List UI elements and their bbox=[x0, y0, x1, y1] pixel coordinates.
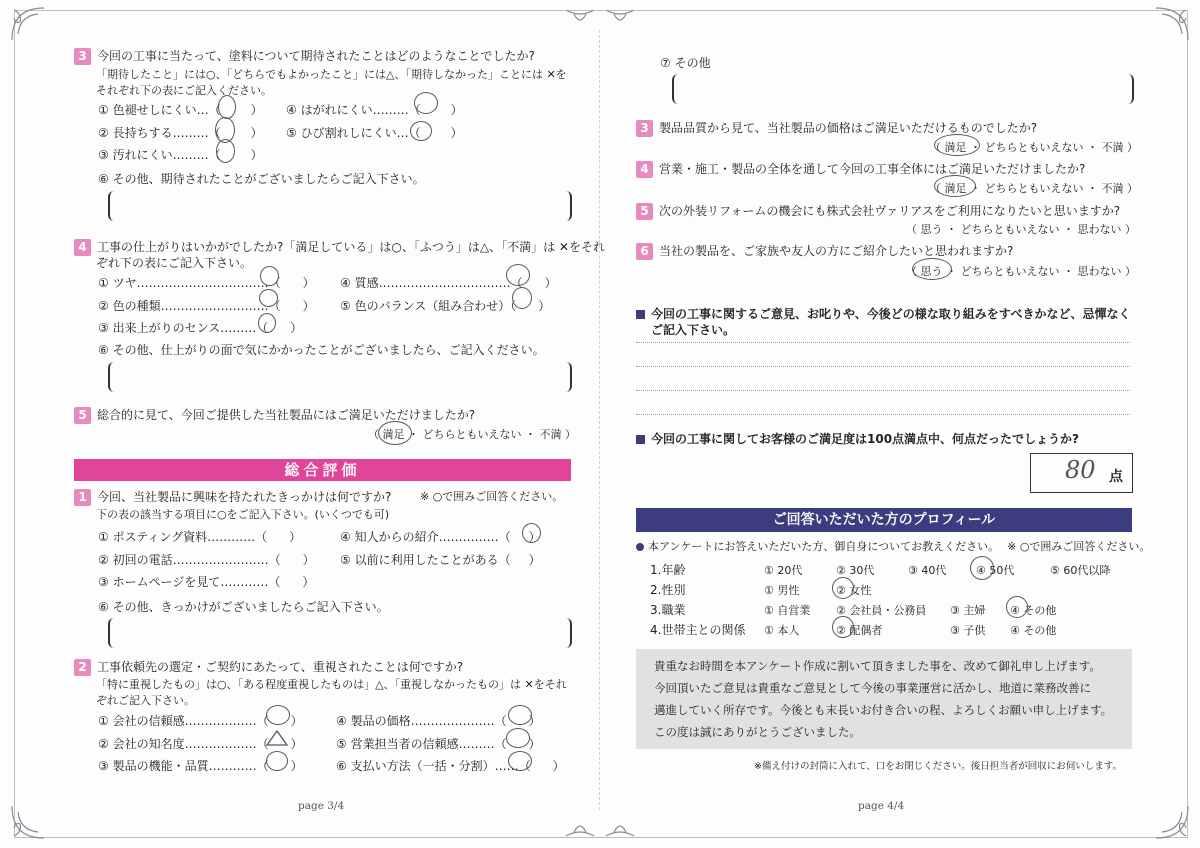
answer-item: ③ 出来上がりのセンス………（ ） bbox=[98, 321, 303, 335]
handwritten-circle bbox=[410, 121, 432, 141]
opinion-prompt: 今回の工事に関するご意見、お叱りや、今後どの様な取り組みをすべきかなど、忌憚なく bbox=[636, 305, 1131, 322]
choice-line: （ 思う ・ どちらともいえない ・ 思わない ） bbox=[906, 223, 1136, 236]
question-text: 工事の仕上がりはいかがでしたか?「満足している」は○、「ふつう」は△、「不満」は ✕をそれ bbox=[97, 240, 605, 254]
corner-ornament-icon bbox=[1152, 802, 1192, 842]
answer-item: ② 会社の知名度………………（ ） bbox=[98, 737, 303, 751]
answer-item: ① 色褪せしにくい…（ ） bbox=[98, 103, 263, 117]
corner-ornament-icon bbox=[8, 4, 48, 44]
free-text-field[interactable] bbox=[108, 362, 572, 392]
general-question-2 bbox=[74, 658, 463, 676]
handwritten-circle bbox=[522, 523, 541, 543]
handwritten-circle bbox=[508, 751, 532, 771]
answer-item: ⑤ ひび割れしにくい…（ ） bbox=[286, 126, 463, 140]
writing-line[interactable] bbox=[636, 414, 1130, 415]
answer-item: ④ 知人からの紹介……………（ ） bbox=[340, 530, 541, 544]
handwritten-circle bbox=[266, 751, 288, 771]
handwritten-circle bbox=[216, 139, 235, 163]
corner-ornament-icon bbox=[600, 4, 640, 44]
question-number: 3 bbox=[74, 48, 91, 65]
profile-row-label: 3.職業 bbox=[650, 603, 686, 617]
answer-item: ⑤ 色のバランス（組み合わせ）（ ） bbox=[340, 299, 551, 313]
answer-item: ② 初回の電話……………………（ ） bbox=[98, 553, 315, 567]
handwritten-circle bbox=[414, 92, 438, 114]
profile-option[interactable]: ④ 50代 bbox=[976, 564, 1015, 577]
score-field[interactable] bbox=[1030, 453, 1133, 493]
profile-option[interactable]: ④ その他 bbox=[1010, 624, 1057, 637]
question-3-right bbox=[636, 119, 1037, 137]
question-text: 営業・施工・製品の全体を通して今回の工事全体にはご満足いただけましたか? bbox=[659, 162, 1086, 176]
handwritten-circle bbox=[912, 258, 952, 280]
choice-line: （ 満足 ・ どちらともいえない ・ 不満 ） bbox=[930, 141, 1138, 154]
instruction-text: ぞれご記入下さい。 bbox=[96, 694, 195, 707]
corner-ornament-icon bbox=[600, 802, 640, 842]
question-6-right bbox=[636, 242, 1013, 260]
handwritten-circle bbox=[512, 287, 532, 309]
handwritten-circle bbox=[1006, 596, 1028, 618]
writing-line[interactable] bbox=[636, 366, 1130, 367]
question-text: 総合的に見て、今回ご提供した当社製品にはご満足いただけましたか? bbox=[97, 408, 476, 422]
handwritten-circle bbox=[266, 705, 290, 725]
profile-option[interactable]: ① 本人 bbox=[764, 624, 800, 637]
corner-ornament-icon bbox=[560, 802, 600, 842]
profile-intro: 本アンケートにお答えいただいた方、御自身についてお教えください。 ※ ○で囲みご回答ください。 bbox=[636, 538, 1150, 554]
profile-title: ご回答いただいた方のプロフィール bbox=[636, 508, 1132, 532]
question-5-right bbox=[636, 202, 1120, 220]
question-text: 工事依頼先の選定・ご契約にあたって、重視されたことは何ですか? bbox=[97, 660, 464, 674]
answer-item: ③ 製品の機能・品質…………（ ） bbox=[98, 759, 303, 773]
score-unit: 点 bbox=[1109, 469, 1123, 485]
profile-option[interactable]: ① 男性 bbox=[764, 584, 800, 597]
answer-item: ⑥ 支払い方法（一括・分割）……（ ） bbox=[336, 759, 565, 773]
round-bullet-icon bbox=[636, 543, 644, 551]
profile-row-label: 1.年齢 bbox=[650, 563, 686, 577]
other-prompt: ⑥ その他、仕上がりの面で気にかかったことがございましたら、ご記入ください。 bbox=[98, 343, 545, 357]
profile-option[interactable]: ③ 子供 bbox=[950, 624, 986, 637]
thanks-message bbox=[636, 649, 1132, 749]
opinion-prompt: ご記入下さい。 bbox=[651, 323, 736, 337]
question-text: 今回の工事に当たって、塗料について期待されたことはどのようなことでしたか? bbox=[97, 49, 535, 63]
square-bullet-icon bbox=[636, 310, 645, 319]
free-text-field[interactable] bbox=[108, 191, 572, 221]
answer-item: ① ツヤ……………………………（ ） bbox=[98, 276, 315, 290]
question-number: 1 bbox=[74, 489, 91, 506]
note-text: ※ ○で囲みご回答ください。 bbox=[420, 490, 564, 503]
handwritten-circle bbox=[934, 134, 980, 156]
handwritten-circle bbox=[970, 556, 994, 580]
free-text-field[interactable] bbox=[108, 618, 572, 648]
general-question-1 bbox=[74, 488, 391, 506]
choice-line: （ 満足 ・ どちらともいえない ・ 不満 ） bbox=[930, 182, 1138, 195]
corner-ornament-icon bbox=[560, 4, 600, 44]
question-number: 5 bbox=[636, 203, 653, 220]
answer-item: ① 会社の信頼感………………（ ） bbox=[98, 714, 303, 728]
answer-item: ④ 質感……………………………（ ） bbox=[340, 276, 557, 290]
profile-option[interactable]: ① 20代 bbox=[764, 564, 803, 577]
other-prompt: ⑥ その他、期待されたことがございましたらご記入下さい。 bbox=[98, 172, 425, 186]
other-prompt: ⑦ その他 bbox=[660, 56, 711, 70]
answer-item: ⑤ 営業担当者の信頼感………（ ） bbox=[336, 737, 541, 751]
page-number: page 4/4 bbox=[858, 800, 905, 812]
handwritten-score: 80 bbox=[1065, 456, 1096, 484]
answer-item: ⑤ 以前に利用したことがある（ ） bbox=[340, 553, 541, 567]
question-4-right bbox=[636, 160, 1085, 178]
question-number: 4 bbox=[74, 239, 91, 256]
profile-option[interactable]: ② 配偶者 bbox=[836, 624, 883, 637]
answer-item: ③ ホームページを見て…………（ ） bbox=[98, 575, 315, 589]
handwritten-circle bbox=[508, 705, 532, 725]
handwritten-circle bbox=[832, 616, 854, 638]
choice-line: （ 思う ・ どちらともいえない ・ 思わない ） bbox=[906, 265, 1136, 278]
square-bullet-icon bbox=[636, 435, 645, 444]
instruction-text: それぞれ下の表にご記入ください。 bbox=[96, 84, 272, 97]
answer-item: ③ 汚れにくい………（ ） bbox=[98, 148, 263, 162]
answer-item: ② 色の種類………………………（ ） bbox=[98, 299, 315, 313]
profile-option[interactable]: ③ 主婦 bbox=[950, 604, 986, 617]
handwritten-triangle-icon bbox=[264, 728, 290, 748]
instruction-text: 「特に重視したもの」は○、「ある程度重視したものは」△、「重視しなかったもの」は ✕をそれ bbox=[96, 678, 567, 691]
page-number: page 3/4 bbox=[298, 800, 345, 812]
question-5-left bbox=[74, 406, 475, 424]
satisfaction-question: 今回の工事に関してお客様のご満足度は100点満点中、何点だったでしょうか? bbox=[636, 430, 1079, 447]
question-number: 4 bbox=[636, 161, 653, 178]
question-text: ぞれ下の表にご記入下さい。 bbox=[96, 256, 253, 270]
answer-item: ② 長持ちする………（ ） bbox=[98, 126, 263, 140]
profile-option[interactable]: ② 女性 bbox=[836, 584, 872, 597]
question-number: 6 bbox=[636, 243, 653, 260]
answer-item: ① ポスティング資料…………（ ） bbox=[98, 530, 302, 544]
corner-ornament-icon bbox=[1152, 4, 1192, 44]
profile-row-label: 2.性別 bbox=[650, 583, 686, 597]
question-text: 次の外装リフォームの機会にも株式会社ヴァリアスをご利用になりたいと思いますか? bbox=[659, 204, 1121, 218]
profile-option[interactable]: ② 会社員・公務員 bbox=[836, 604, 927, 617]
instruction-text: 下の表の該当する項目に○をご記入下さい。(いくつでも可) bbox=[96, 508, 390, 521]
handwritten-circle bbox=[506, 264, 530, 286]
question-text: 当社の製品を、ご家族や友人の方にご紹介したいと思われますか? bbox=[659, 244, 1014, 258]
handwritten-circle bbox=[832, 577, 854, 599]
thanks-line: この度は誠にありがとうございました。 bbox=[654, 725, 861, 739]
section-title: 総合評価 bbox=[74, 459, 571, 481]
handwritten-circle bbox=[259, 289, 278, 307]
question-text: 製品品質から見て、当社製品の価格はご満足いただけるものでしたか? bbox=[659, 121, 1038, 135]
profile-option[interactable]: ③ 40代 bbox=[908, 564, 947, 577]
profile-row-label: 4.世帯主との関係 bbox=[650, 623, 746, 637]
question-number: 3 bbox=[636, 120, 653, 137]
choice-line: （ 満足 ・ どちらともいえない ・ 不満 ） bbox=[368, 428, 576, 441]
profile-option[interactable]: ⑤ 60代以降 bbox=[1050, 564, 1111, 577]
profile-option[interactable]: ② 30代 bbox=[836, 564, 875, 577]
answer-item: ④ 製品の価格…………………（ ） bbox=[336, 714, 541, 728]
writing-line[interactable] bbox=[636, 342, 1130, 343]
profile-option[interactable]: ④ その他 bbox=[1010, 604, 1057, 617]
corner-ornament-icon bbox=[8, 802, 48, 842]
handwritten-circle bbox=[378, 421, 412, 445]
thanks-line: 今回頂いたご意見は貴重なご意見として今後の事業運営に活かし、地道に業務改善に bbox=[654, 681, 1091, 695]
instruction-text: 「期待したこと」には○、「どちらでもよかったこと」には△、「期待しなかった」ことには ✕を bbox=[96, 68, 567, 81]
question-number: 5 bbox=[74, 407, 91, 424]
thanks-line: 貴重なお時間を本アンケート作成に割いて頂きました事を、改めて御礼申し上げます。 bbox=[654, 659, 1101, 673]
free-text-field[interactable] bbox=[672, 74, 1134, 104]
handwritten-circle bbox=[258, 313, 276, 333]
question-3-left bbox=[74, 47, 535, 65]
handwritten-circle bbox=[506, 728, 530, 748]
center-divider bbox=[599, 30, 600, 810]
other-prompt: ⑥ その他、きっかけがございましたらご記入下さい。 bbox=[98, 600, 389, 614]
handwritten-circle bbox=[260, 266, 279, 286]
handwritten-circle bbox=[934, 175, 976, 197]
handwritten-circle bbox=[218, 95, 236, 119]
question-number: 2 bbox=[74, 659, 91, 676]
writing-line[interactable] bbox=[636, 390, 1130, 391]
answer-item: ④ はがれにくい………（ ） bbox=[286, 103, 463, 117]
thanks-line: 邁進していく所存です。今後とも末長いお付き合いの程、よろしくお願い申し上げます。 bbox=[654, 703, 1113, 717]
profile-option[interactable]: ① 自営業 bbox=[764, 604, 811, 617]
return-note: ※備え付けの封筒に入れて、口をお閉じください。後日担当者が回収にお伺いします。 bbox=[754, 761, 1123, 772]
question-text: 今回、当社製品に興味を持たれたきっかけは何ですか? bbox=[97, 490, 392, 504]
